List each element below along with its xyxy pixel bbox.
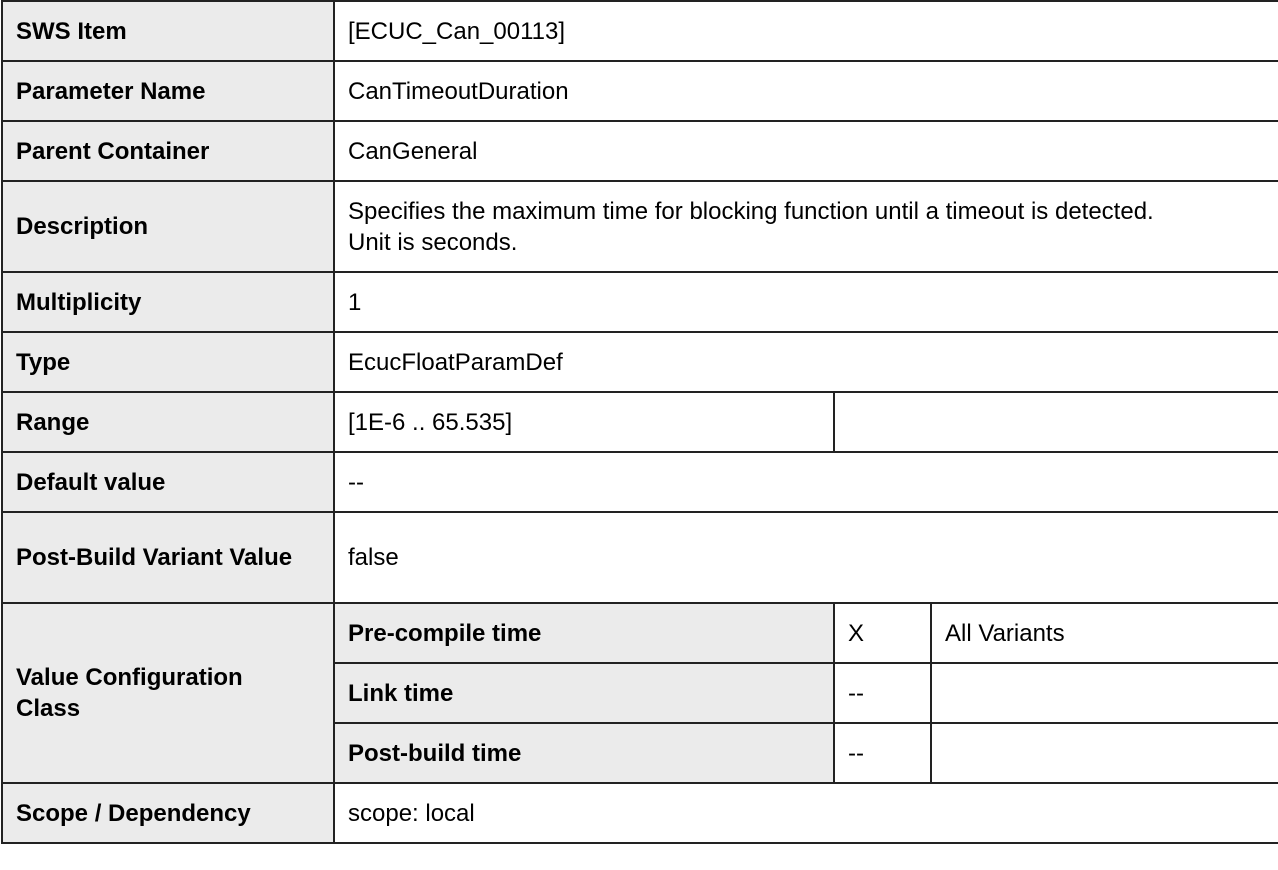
- row-description: [2, 181, 1278, 272]
- post-build-time-variants: [931, 723, 1278, 783]
- row-sws-item: [2, 1, 1278, 61]
- link-time-variants: [931, 663, 1278, 723]
- description-label: Description: [2, 181, 334, 272]
- parameter-name-label: Parameter Name: [2, 61, 334, 121]
- scope-dependency-value: scope: local: [334, 783, 1278, 843]
- link-time-label: Link time: [334, 663, 834, 723]
- sws-item-value: [ECUC_Can_00113]: [334, 1, 1278, 61]
- value-configuration-class-label: Value Configuration Class: [2, 603, 334, 783]
- sws-item-label: SWS Item: [2, 1, 334, 61]
- row-parent-container: [2, 121, 1278, 181]
- type-label: Type: [2, 332, 334, 392]
- row-post-build-variant-value: [2, 512, 1278, 603]
- post-build-time-label: Post-build time: [334, 723, 834, 783]
- row-multiplicity: [2, 272, 1278, 332]
- type-value: EcucFloatParamDef: [334, 332, 1278, 392]
- row-parameter-name: [2, 61, 1278, 121]
- pre-compile-time-label: Pre-compile time: [334, 603, 834, 663]
- row-range: [2, 392, 1278, 452]
- post-build-variant-value-value: false: [334, 512, 1278, 603]
- multiplicity-label: Multiplicity: [2, 272, 334, 332]
- post-build-variant-value-label: Post-Build Variant Value: [2, 512, 334, 603]
- link-time-mark: --: [834, 663, 931, 723]
- default-value-label: Default value: [2, 452, 334, 512]
- default-value-value: --: [334, 452, 1278, 512]
- multiplicity-value: 1: [334, 272, 1278, 332]
- row-value-config-pre-compile: [2, 603, 1278, 663]
- range-extra: [834, 392, 1278, 452]
- row-scope-dependency: [2, 783, 1278, 843]
- pre-compile-time-mark: X: [834, 603, 931, 663]
- parameter-spec-table: [1, 0, 1278, 844]
- pre-compile-time-variants: All Variants: [931, 603, 1278, 663]
- scope-dependency-label: Scope / Dependency: [2, 783, 334, 843]
- range-label: Range: [2, 392, 334, 452]
- range-value: [1E-6 .. 65.535]: [334, 392, 834, 452]
- row-default-value: [2, 452, 1278, 512]
- parent-container-label: Parent Container: [2, 121, 334, 181]
- parameter-name-value: CanTimeoutDuration: [334, 61, 1278, 121]
- parent-container-value: CanGeneral: [334, 121, 1278, 181]
- post-build-time-mark: --: [834, 723, 931, 783]
- description-value: Specifies the maximum time for blocking function until a timeout is detected. Unit is seconds.: [334, 181, 1278, 272]
- row-type: [2, 332, 1278, 392]
